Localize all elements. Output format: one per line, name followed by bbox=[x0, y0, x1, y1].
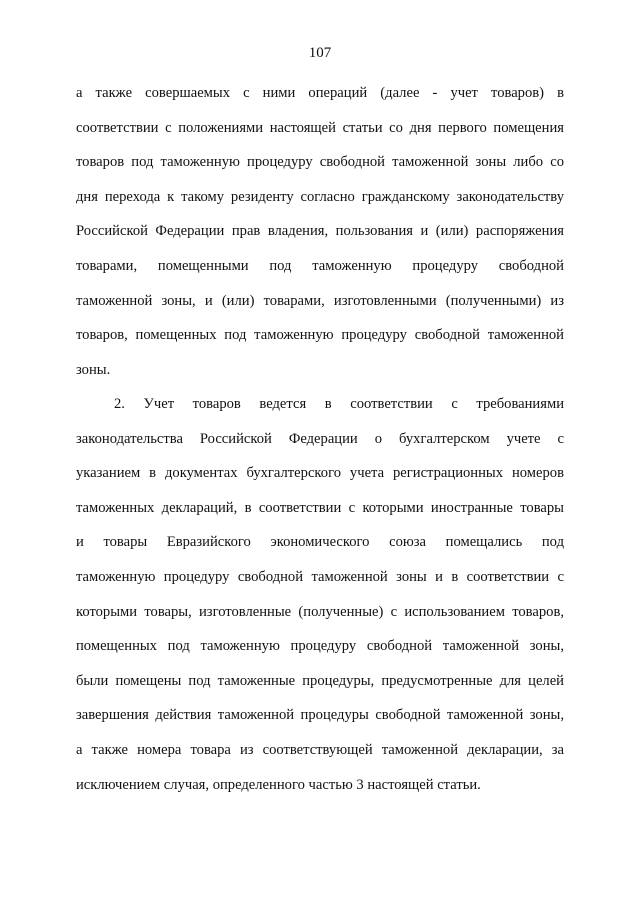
text-line: исключением случая, определенного частью 3 настоящей статьи. bbox=[76, 776, 481, 793]
text-line: помещенных под таможенную процедуру свободной таможенной зоны, bbox=[76, 638, 564, 655]
paragraph-2 bbox=[76, 387, 564, 802]
text-line: дня перехода к такому резиденту согласно гражданскому законодательству bbox=[76, 188, 564, 205]
text-line: а также совершаемых с ними операций (далее - учет товаров) в bbox=[76, 85, 564, 101]
text-line: зоны. bbox=[76, 361, 111, 378]
text-line: Российской Федерации прав владения, пользования и (или) распоряжения bbox=[76, 223, 564, 240]
text-line: были помещены под таможенные процедуры, предусмотренные для целей bbox=[76, 672, 564, 689]
page-number: 107 bbox=[308, 45, 332, 61]
text-line: и товары Евразийского экономического союза помещались под bbox=[76, 534, 564, 551]
text-line: законодательства Российской Федерации о бухгалтерском учете с bbox=[76, 430, 564, 447]
text-line: товаров под таможенную процедуру свободной таможенной зоны либо со bbox=[76, 154, 564, 171]
text-line: которыми товары, изготовленные (полученные) с использованием товаров, bbox=[76, 603, 564, 620]
text-line: соответствии с положениями настоящей статьи со дня первого помещения bbox=[76, 119, 564, 136]
text-line: указанием в документах бухгалтерского учета регистрационных номеров bbox=[76, 465, 564, 482]
text-line: 2. Учет товаров ведется в соответствии с требованиями bbox=[114, 396, 564, 412]
text-line: таможенной зоны, и (или) товарами, изготовленными (полученными) из bbox=[76, 292, 564, 309]
text-line: товарами, помещенными под таможенную процедуру свободной bbox=[76, 257, 564, 274]
text-line: товаров, помещенных под таможенную процедуру свободной таможенной bbox=[76, 327, 564, 344]
text-line: таможенных деклараций, в соответствии с которыми иностранные товары bbox=[76, 499, 564, 516]
text-line: таможенную процедуру свободной таможенной зоны и в соответствии с bbox=[76, 568, 564, 585]
text-line: завершения действия таможенной процедуры свободной таможенной зоны, bbox=[76, 707, 564, 724]
paragraph-1 bbox=[76, 76, 564, 387]
text-line: а также номера товара из соответствующей таможенной декларации, за bbox=[76, 741, 564, 758]
